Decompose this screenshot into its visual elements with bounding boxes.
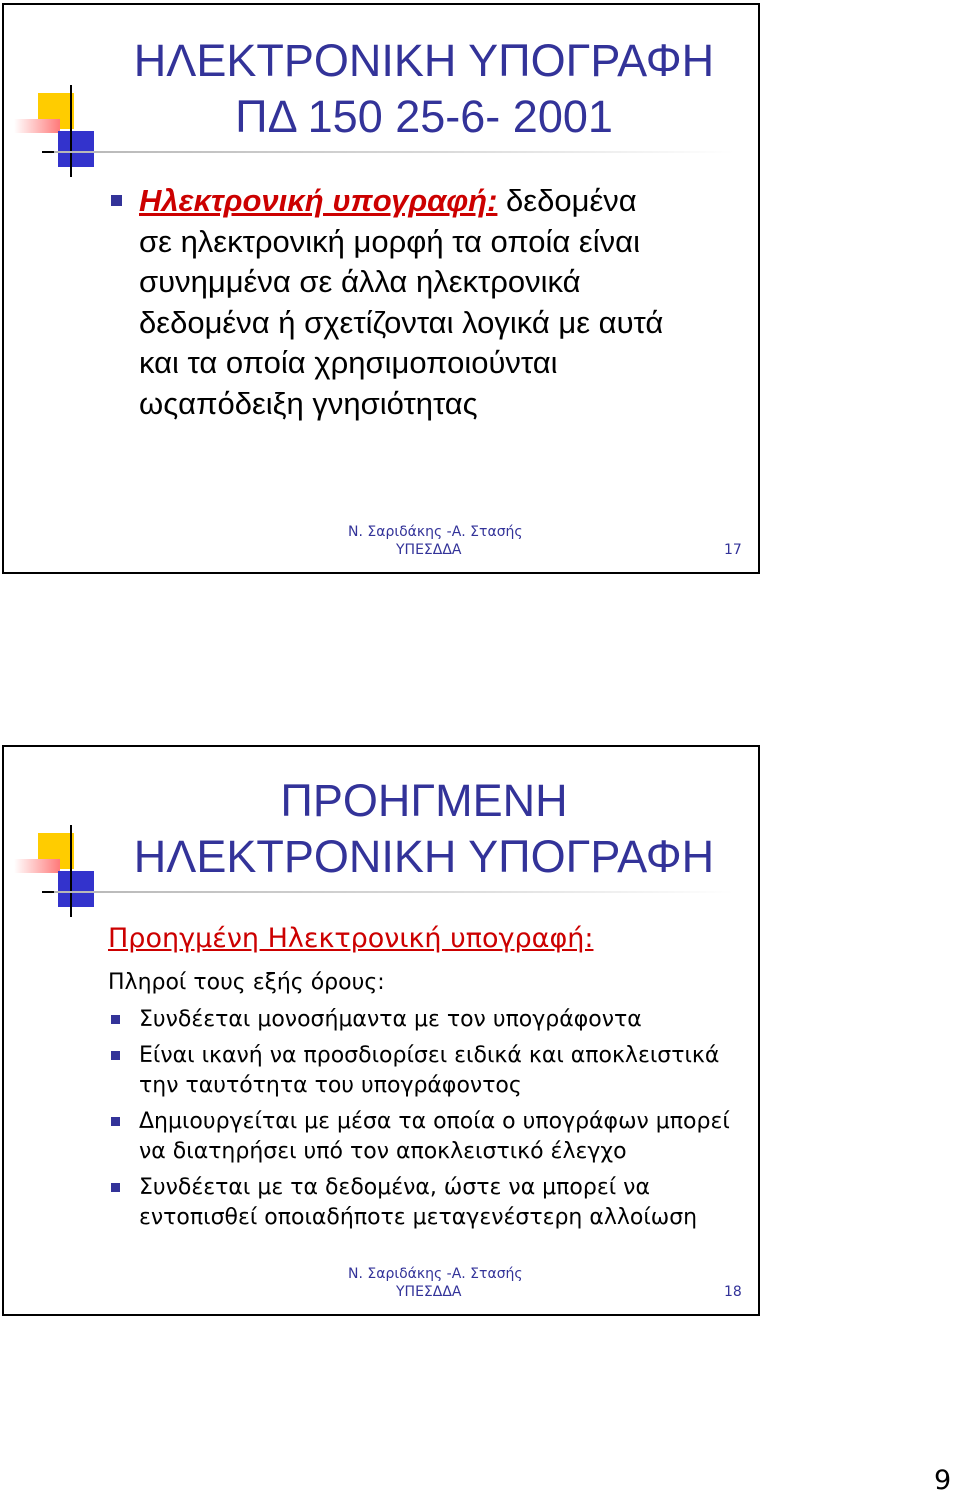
list-item — [108, 1107, 748, 1167]
title-divider — [54, 151, 734, 153]
definition-term: Ηλεκτρονική υπογραφή: — [139, 183, 498, 218]
slide-18 — [2, 745, 760, 1316]
square-bullet-icon — [111, 1051, 120, 1060]
list-item-line: Συνδέεται με τα δεδομένα, ώστε να μπορεί να — [139, 1175, 650, 1200]
square-bullet-icon — [111, 1183, 120, 1192]
conditions-list — [108, 1005, 748, 1233]
title-line: ΗΛΕΚΤΡΟΝΙΚΗ ΥΠΟΓΡΑΦΗ — [133, 831, 715, 882]
list-item — [108, 1041, 748, 1101]
definition-text-line: συνημμένα σε άλλα ηλεκτρονικά — [139, 264, 581, 299]
slide-title — [44, 33, 804, 145]
slide-subtitle: Προηγμένη Ηλεκτρονική υπογραφή: — [108, 923, 594, 954]
list-item-line: Συνδέεται μονοσήμαντα με τον υπογράφοντα — [139, 1007, 642, 1032]
definition-text-line: ωςαπόδειξη γνησιότητας — [139, 385, 478, 421]
footer-organization: ΥΠΕΣΔΔΑ — [396, 1284, 462, 1300]
square-bullet-icon — [111, 1117, 120, 1126]
slide-title — [44, 773, 804, 885]
title-line: ΠΔ 150 25-6- 2001 — [235, 91, 613, 142]
slide-17 — [2, 3, 760, 574]
square-bullet-icon — [111, 195, 122, 206]
list-item — [108, 1005, 748, 1035]
slide-number: 18 — [724, 1284, 742, 1300]
definition-text-line: σε ηλεκτρονική μορφή τα οποία είναι — [139, 223, 640, 259]
footer-author: Ν. Σαριδάκης -Α. Στασής — [348, 1266, 523, 1282]
list-item — [108, 1173, 748, 1233]
list-item-line: Δημιουργείται με μέσα τα οποία ο υπογράφων μπορεί — [139, 1109, 730, 1134]
definition-text-line: και τα οποία χρησιμοποιούνται — [139, 345, 558, 380]
list-item-line: Είναι ικανή να προσδιορίσει ειδικά και αποκλειστικά — [139, 1043, 720, 1068]
footer-organization: ΥΠΕΣΔΔΑ — [396, 542, 462, 558]
title-line: ΗΛΕΚΤΡΟΝΙΚΗ ΥΠΟΓΡΑΦΗ — [133, 35, 715, 86]
footer-author: Ν. Σαριδάκης -Α. Στασής — [348, 524, 523, 540]
title-line: ΠΡΟΗΓΜΕΝΗ — [280, 775, 568, 826]
list-item-line: την ταυτότητα του υπογράφοντος — [139, 1073, 522, 1098]
slide-number: 17 — [724, 542, 742, 558]
definition-bullet — [108, 181, 748, 424]
square-bullet-icon — [111, 1015, 120, 1024]
title-divider — [54, 891, 734, 893]
page-number: 9 — [934, 1465, 952, 1496]
list-item-line: να διατηρήσει υπό τον αποκλειστικό έλεγχο — [139, 1139, 627, 1164]
list-item-line: εντοπισθεί οποιαδήποτε μεταγενέστερη αλλοίωση — [139, 1205, 698, 1230]
definition-text-line: δεδομένα — [497, 183, 637, 218]
definition-text-line: δεδομένα ή σχετίζονται λογικά με αυτά — [139, 304, 664, 340]
lead-text: Πληροί τους εξής όρους: — [108, 970, 385, 995]
